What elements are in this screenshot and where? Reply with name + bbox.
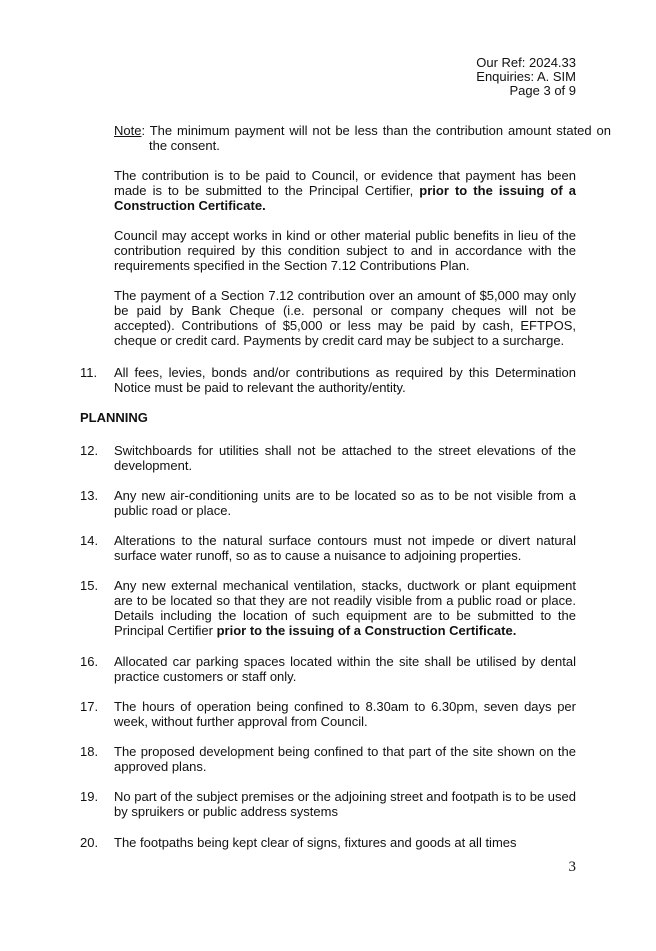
item-text: Alterations to the natural surface contours must not impede or divert natural surface water runoff, so as to cause a nuisance to adjoining properties. — [114, 533, 576, 563]
item-number: 20. — [80, 835, 99, 850]
item-text: The hours of operation being confined to 8.30am to 6.30pm, seven days per week, without further approval from Council. — [114, 699, 576, 729]
page-indicator: Page 3 of 9 — [509, 83, 576, 98]
our-ref: Our Ref: 2024.33 — [476, 55, 576, 70]
item-number: 12. — [80, 443, 99, 458]
item-text-bold: prior to the issuing of a Construction Certificate. — [216, 623, 517, 638]
item-text: The proposed development being confined to that part of the site shown on the approved plans. — [114, 744, 576, 774]
note-text: : The minimum payment will not be less than the contribution amount stated on the consent. — [141, 123, 611, 153]
item-text — [114, 578, 576, 638]
contribution-paragraph — [114, 168, 576, 213]
item-text: The footpaths being kept clear of signs, fixtures and goods at all times — [114, 835, 517, 850]
item-text-plain: Any new external mechanical ventilation, stacks, ductwork or plant equipment are to be located so that they are not readily visible from a public road or place. Details including the location of such equipment are to be submitted to the Principal Certifier — [114, 578, 576, 638]
page-number: 3 — [568, 859, 576, 875]
item-text: Switchboards for utilities shall not be attached to the street elevations of the development. — [114, 443, 576, 473]
item-number: 18. — [80, 744, 99, 759]
item-text: Any new air-conditioning units are to be located so as to be not visible from a public road or place. — [114, 488, 576, 518]
item-number: 13. — [80, 488, 99, 503]
contribution-bold: prior to the issuing of a Construction Certificate. — [114, 183, 576, 213]
item-number: 16. — [80, 654, 99, 669]
note-label: Note — [114, 123, 142, 138]
item-number: 17. — [80, 699, 99, 714]
enquiries: Enquiries: A. SIM — [476, 69, 576, 84]
section-heading: PLANNING — [80, 410, 148, 425]
item-number: 11. — [80, 365, 98, 380]
payment-paragraph: The payment of a Section 7.12 contribution over an amount of $5,000 may only be paid by Bank Cheque (i.e. personal or company cheques will not be accepted). Contributions of $5,000 or less may be paid by cash, EFTPOS, cheque or credit card. Payments by credit card may be subject to a surcharge. — [114, 288, 576, 348]
item-number: 15. — [80, 578, 99, 593]
reference-block — [476, 56, 576, 98]
note-paragraph — [114, 123, 611, 153]
works-in-kind-paragraph: Council may accept works in kind or other material public benefits in lieu of the contribution required by this condition subject to and in accordance with the requirements specified in the Section 7.12 Contributions Plan. — [114, 228, 576, 273]
item-number: 19. — [80, 789, 99, 804]
item-text: No part of the subject premises or the adjoining street and footpath is to be used by spruikers or public address systems — [114, 789, 576, 819]
item-text: Allocated car parking spaces located within the site shall be utilised by dental practice customers or staff only. — [114, 654, 576, 684]
contribution-text: The contribution is to be paid to Council, or evidence that payment has been made is to be submitted to the Principal Certifier, — [114, 168, 576, 198]
item-number: 14. — [80, 533, 99, 548]
item-text: All fees, levies, bonds and/or contributions as required by this Determination Notice must be paid to relevant the authority/entity. — [114, 365, 576, 395]
